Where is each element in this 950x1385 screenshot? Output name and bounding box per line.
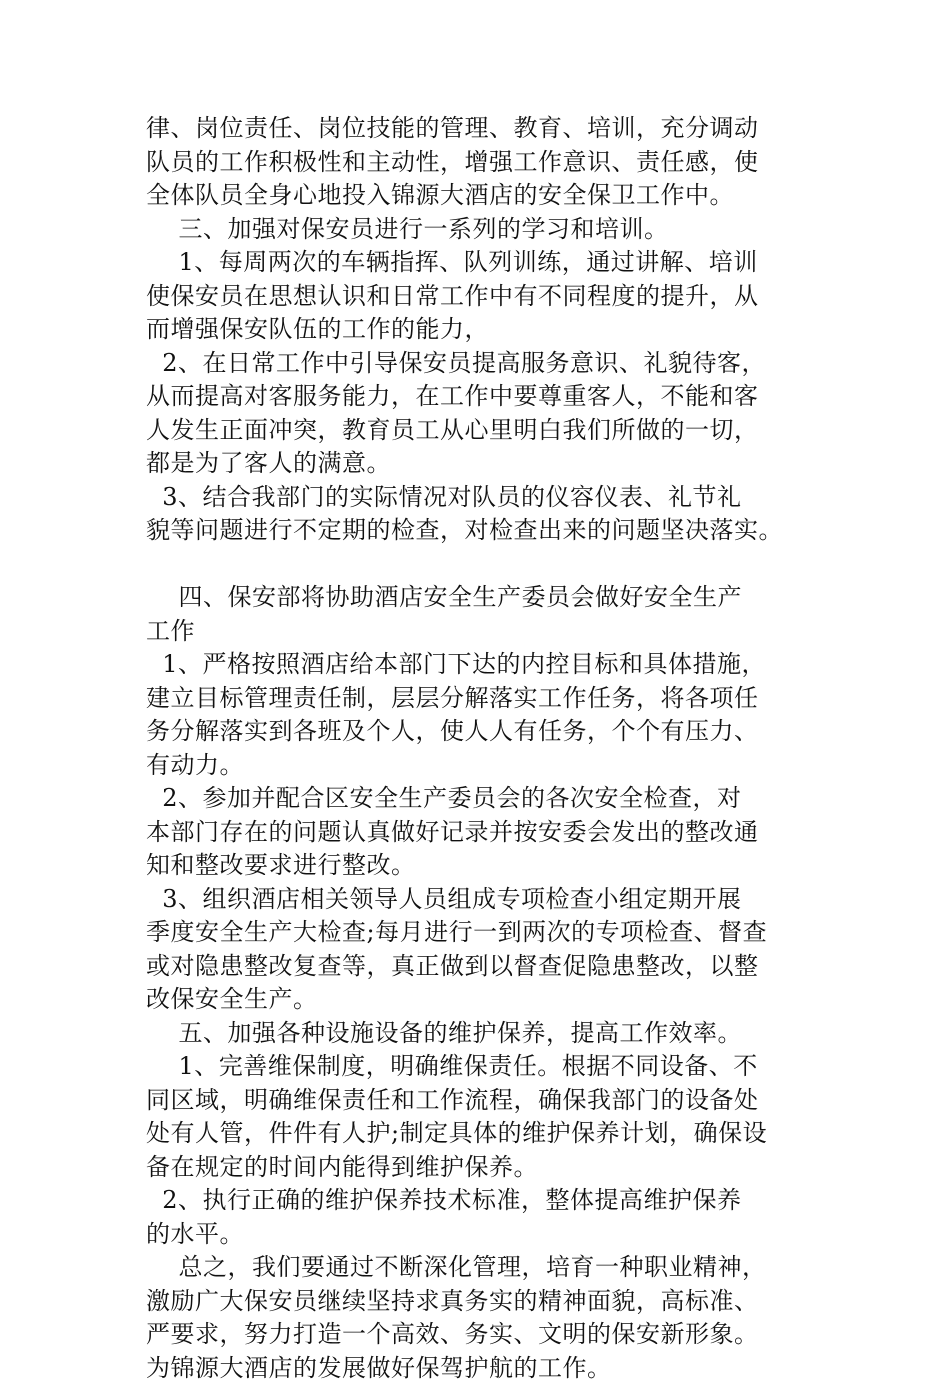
text-line: 五、加强各种设施设备的维护保养，提高工作效率。 <box>146 1017 826 1051</box>
text-line: 律、岗位责任、岗位技能的管理、教育、培训，充分调动 <box>146 112 826 146</box>
text-line: 本部门存在的问题认真做好记录并按安委会发出的整改通 <box>146 816 826 850</box>
text-line: 的水平。 <box>146 1218 826 1252</box>
text-line: 季度安全生产大检查;每月进行一到两次的专项检查、督查 <box>146 916 826 950</box>
text-line: 四、保安部将协助酒店安全生产委员会做好安全生产 <box>146 581 826 615</box>
text-line: 改保安全生产。 <box>146 983 826 1017</box>
text-line: 3、组织酒店相关领导人员组成专项检查小组定期开展 <box>146 883 826 917</box>
text-line: 1、每周两次的车辆指挥、队列训练，通过讲解、培训 <box>146 246 826 280</box>
text-line: 同区域，明确维保责任和工作流程，确保我部门的设备处 <box>146 1084 826 1118</box>
text-line: 为锦源大酒店的发展做好保驾护航的工作。 <box>146 1352 826 1385</box>
text-line: 总之，我们要通过不断深化管理，培育一种职业精神， <box>146 1251 826 1285</box>
text-line: 或对隐患整改复查等，真正做到以督查促隐患整改，以整 <box>146 950 826 984</box>
text-line: 处有人管，件件有人护;制定具体的维护保养计划，确保设 <box>146 1117 826 1151</box>
text-line: 2、在日常工作中引导保安员提高服务意识、礼貌待客， <box>146 347 826 381</box>
text-line: 2、参加并配合区安全生产委员会的各次安全检查，对 <box>146 782 826 816</box>
text-line: 建立目标管理责任制，层层分解落实工作任务，将各项任 <box>146 682 826 716</box>
text-line: 工作 <box>146 615 826 649</box>
text-line: 队员的工作积极性和主动性，增强工作意识、责任感，使 <box>146 146 826 180</box>
text-line: 从而提高对客服务能力，在工作中要尊重客人，不能和客 <box>146 380 826 414</box>
text-line: 而增强保安队伍的工作的能力， <box>146 313 826 347</box>
text-line: 1、严格按照酒店给本部门下达的内控目标和具体措施， <box>146 648 826 682</box>
text-line: 貌等问题进行不定期的检查，对检查出来的问题坚决落实。 <box>146 514 826 548</box>
document-body <box>146 112 826 1385</box>
text-line: 全体队员全身心地投入锦源大酒店的安全保卫工作中。 <box>146 179 826 213</box>
text-line: 激励广大保安员继续坚持求真务实的精神面貌，高标准、 <box>146 1285 826 1319</box>
text-line: 2、执行正确的维护保养技术标准，整体提高维护保养 <box>146 1184 826 1218</box>
text-line: 严要求，努力打造一个高效、务实、文明的保安新形象。 <box>146 1318 826 1352</box>
text-line <box>146 548 826 582</box>
text-line: 都是为了客人的满意。 <box>146 447 826 481</box>
text-line: 1、完善维保制度，明确维保责任。根据不同设备、不 <box>146 1050 826 1084</box>
text-line: 人发生正面冲突，教育员工从心里明白我们所做的一切， <box>146 414 826 448</box>
text-line: 知和整改要求进行整改。 <box>146 849 826 883</box>
text-line: 有动力。 <box>146 749 826 783</box>
text-line: 使保安员在思想认识和日常工作中有不同程度的提升，从 <box>146 280 826 314</box>
text-line: 备在规定的时间内能得到维护保养。 <box>146 1151 826 1185</box>
text-line: 3、结合我部门的实际情况对队员的仪容仪表、礼节礼 <box>146 481 826 515</box>
text-line: 三、加强对保安员进行一系列的学习和培训。 <box>146 213 826 247</box>
text-line: 务分解落实到各班及个人，使人人有任务，个个有压力、 <box>146 715 826 749</box>
